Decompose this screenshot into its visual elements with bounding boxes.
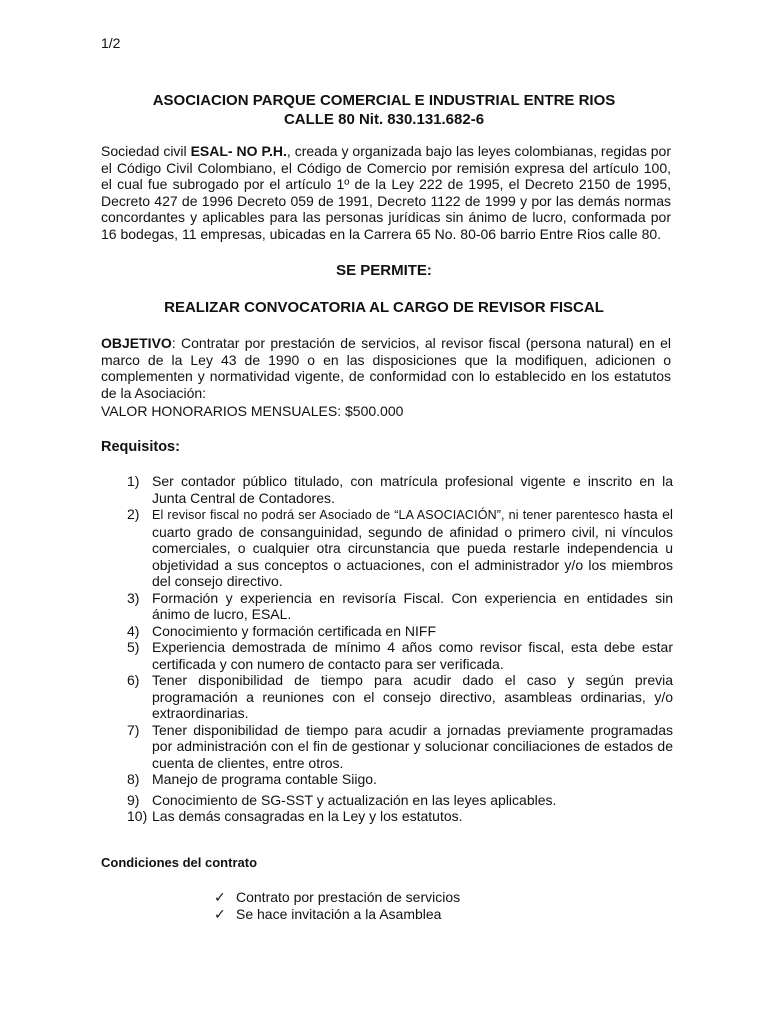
convocatoria-heading: REALIZAR CONVOCATORIA AL CARGO DE REVISOR FISCAL (164, 299, 604, 316)
list-item (101, 473, 673, 506)
valor-honorarios: VALOR HONORARIOS MENSUALES: $500.000 (101, 403, 404, 419)
objetivo-label: OBJETIVO (101, 335, 172, 351)
organization-subtitle: CALLE 80 Nit. 830.131.682-6 (283, 111, 485, 128)
checkmark-icon: ✓ (214, 905, 226, 922)
list-item-text: Experiencia demostrada de mínimo 4 años como revisor fiscal, esta debe estar certificada y con numero de contacto para ser verificada. (152, 639, 673, 672)
list-item-number: 1) (127, 473, 140, 489)
list-item (214, 906, 460, 923)
list-item-text-small: El revisor fiscal no podrá ser Asociado de “LA ASOCIACIÓN”, ni tener parentesco (152, 508, 620, 522)
list-item (101, 808, 673, 825)
requisitos-list (101, 473, 673, 825)
list-item-number: 4) (127, 622, 140, 639)
objetivo-paragraph (101, 335, 671, 401)
list-item-text: Contrato por prestación de servicios (236, 889, 461, 905)
list-item (101, 639, 673, 672)
page-number: 1/2 (101, 35, 121, 51)
list-item-number: 10) (127, 808, 148, 824)
list-item-text: Tener disponibilidad de tiempo para acudir dado el caso y según previa programación a reuniones con el consejo directivo, asambleas ordinarias, y/o extraordinarias. (152, 672, 673, 721)
intro-paragraph (101, 143, 671, 242)
list-item-number: 5) (127, 639, 140, 655)
intro-prefix: Sociedad civil (101, 143, 191, 159)
list-item-text: Formación y experiencia en revisoría Fiscal. Con experiencia en entidades sin ánimo de lucro, ESAL. (152, 589, 673, 622)
checkmark-icon: ✓ (214, 889, 226, 905)
list-item (214, 889, 460, 906)
list-item-number: 3) (127, 589, 140, 606)
organization-title: ASOCIACION PARQUE COMERCIAL E INDUSTRIAL ENTRE RIOS (152, 92, 616, 109)
list-item (101, 672, 673, 722)
list-item-number: 6) (127, 672, 140, 688)
list-item (101, 623, 673, 640)
list-item-number: 7) (127, 721, 140, 738)
list-item-text: Las demás consagradas en la Ley y los estatutos. (152, 808, 463, 824)
list-item-text: Conocimiento y formación certificada en NIFF (152, 622, 436, 639)
condiciones-heading: Condiciones del contrato (101, 855, 258, 870)
list-item (101, 792, 673, 809)
list-item-number: 2) (127, 506, 140, 522)
requisitos-heading: Requisitos: (101, 439, 180, 455)
list-item-text: hasta el cuarto grado de consanguinidad, segundo de afinidad o primero civil, ni vínculos comerciales, o cualquier otra circunstancia que pueda restarle independencia u objetividad a sus conceptos o actuaciones, con el administrador y/o los miembros del consejo directivo. (152, 506, 673, 589)
list-item-text: Ser contador público titulado, con matrícula profesional vigente e inscrito en la Junta Central de Contadores. (152, 473, 673, 506)
list-item-text: Se hace invitación a la Asamblea (236, 905, 442, 922)
intro-bold: ESAL- NO P.H. (190, 143, 287, 159)
list-item (101, 506, 673, 590)
list-item-text: Manejo de programa contable Siigo. (152, 771, 377, 787)
list-item-number: 8) (127, 771, 140, 787)
list-item-number: 9) (127, 791, 140, 808)
list-item (101, 771, 673, 788)
condiciones-list (214, 889, 460, 922)
se-permite-heading: SE PERMITE: (336, 262, 432, 279)
list-item-text: Conocimiento de SG-SST y actualización en las leyes aplicables. (152, 791, 557, 808)
list-item (101, 722, 673, 772)
list-item (101, 590, 673, 623)
objetivo-text: : Contratar por prestación de servicios, al revisor fiscal (persona natural) en el marco de la Ley 43 de 1990 o en las disposiciones que la modifiquen, adicionen o complementen y normatividad vigente, de conformidad con lo establecido en los estatutos de la Asociación: (101, 335, 671, 401)
list-item-text: Tener disponibilidad de tiempo para acudir a jornadas previamente programadas por administración con el fin de gestionar y solucionar conciliaciones de estados de cuenta de clientes, entre otros. (152, 721, 673, 771)
intro-text: , creada y organizada bajo las leyes colombianas, regidas por el Código Civil Colombiano, el Código de Comercio por remisión expresa del artículo 100, el cual fue subrogado por el artículo 1º de la Ley 222 de 1995, el Decreto 2150 de 1995, Decreto 427 de 1996 Decreto 059 de 1991, Decreto 1122 de 1999 y por las demás normas concordantes y aplicables para las personas jurídicas sin ánimo de lucro, conformada por 16 bodegas, 11 empresas, ubicadas en la Carrera 65 No. 80-06 barrio Entre Rios calle 80. (101, 143, 672, 242)
